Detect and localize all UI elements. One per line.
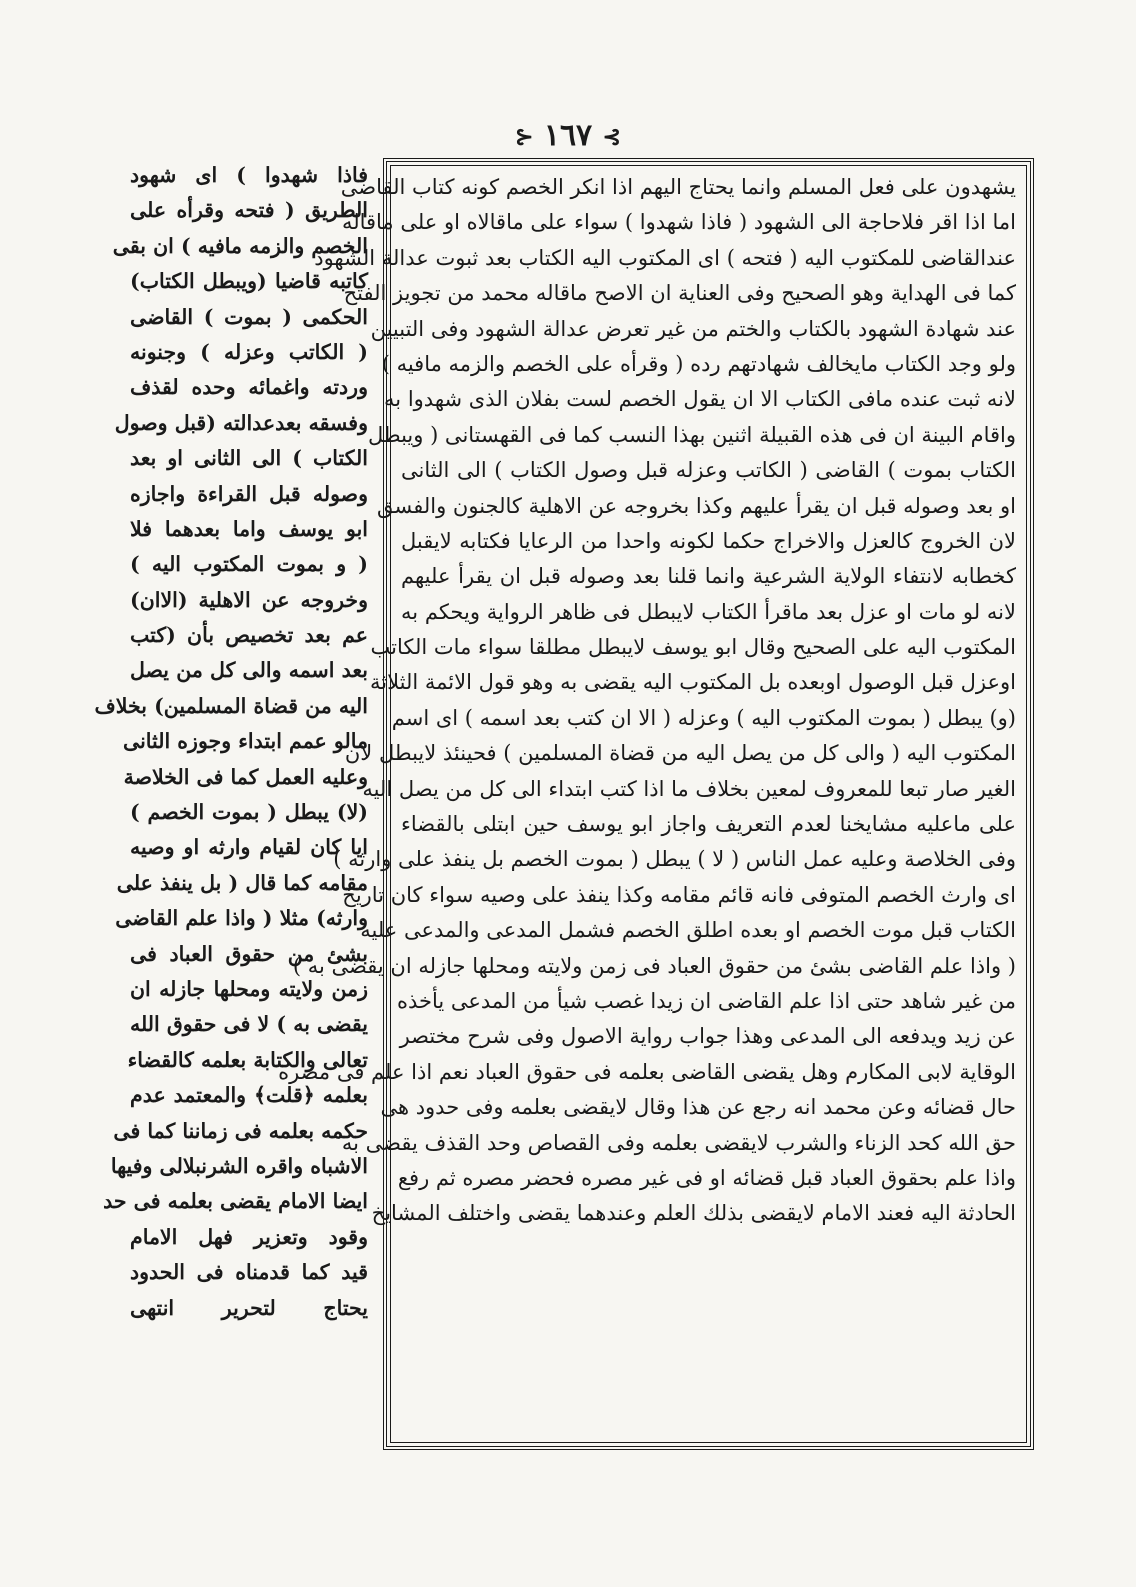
margin-line: الحكمى ( بموت ) القاضى bbox=[130, 304, 368, 329]
text-line: على ماعليه مشايخنا لعدم التعريف واجاز ابو يوسف حين ابتلى بالقضاء bbox=[401, 812, 1016, 837]
text-line: كخطابه لانتفاء الولاية الشرعية وانما قلنا بعد وصوله قبل ان يقرأ عليهم bbox=[401, 564, 1016, 589]
margin-line: وارثه) مثلا ( واذا علم القاضى bbox=[115, 906, 368, 931]
margin-line: وصوله قبل القراءة واجازه bbox=[130, 481, 368, 506]
text-line: عن زيد ويدفعه الى المدعى وهذا جواب رواية الاصول وفى شرح مختصر bbox=[399, 1024, 1016, 1049]
text-line: او بعد وصوله قبل ان يقرأ عليهم وكذا بخروجه عن الاهلية كالجنون والفسق bbox=[377, 493, 1016, 518]
margin-line: ابو يوسف واما بعدهما فلا bbox=[130, 516, 368, 541]
margin-line: وعليه العمل كما فى الخلاصة bbox=[123, 764, 368, 789]
margin-line: اليه من قضاة المسلمين) بخلاف bbox=[94, 693, 368, 718]
text-line: ( واذا علم القاضى بشئ من حقوق العباد فى زمن ولايته ومحلها جازله ان يقضى به ) bbox=[292, 953, 1016, 978]
margin-line: فاذا شهدوا ) اى شهود bbox=[130, 163, 368, 187]
text-line: من غير شاهد حتى اذا علم القاضى ان زيدا غصب شيأ من المدعى يأخذه bbox=[396, 988, 1016, 1013]
margin-line: تعالى والكتابة بعلمه كالقضاء bbox=[127, 1047, 368, 1072]
text-line: اى وارث الخصم المتوفى فانه قائم مقامه وكذا ينفذ على وصيه سواء كان تاريخ bbox=[342, 882, 1016, 907]
margin-line: وخروجه عن الاهلية (الاان) bbox=[130, 587, 368, 612]
text-line: وفى الخلاصة وعليه عمل الناس ( لا ) يبطل ( بموت الخصم بل ينفذ على وارثه ) bbox=[333, 847, 1016, 872]
margin-line: ( الكاتب وعزله ) وجنونه bbox=[130, 339, 368, 364]
margin-line: يحتاج لتحرير انتهى bbox=[130, 1295, 368, 1320]
text-line: كما فى الهداية وهو الصحيح وفى العناية ان الاصح ماقاله محمد من تجويز الفتح bbox=[343, 281, 1016, 306]
main-text-frame bbox=[278, 158, 1034, 1450]
text-line: لان الخروج كالعزل والاخراج حكما لكونه واحدا من الرعايا فكتابه لايقبل bbox=[401, 528, 1016, 553]
text-line: (و) يبطل ( بموت المكتوب اليه ) وعزله ( الا ان كتب بعد اسمه ) اى اسم bbox=[391, 705, 1016, 730]
text-line: الغير صار تبعا للمعروف لمعين بخلاف ما اذا كتب ابتداء الى كل من يصل اليه bbox=[362, 776, 1016, 801]
page-number: ١٦٧ bbox=[543, 118, 593, 153]
text-line: الحادثة اليه فعند الامام لايقضى بذلك العلم وعندهما يقضى واختلف المشايخ bbox=[371, 1201, 1016, 1226]
margin-line: وردته واغمائه وحده لقذف bbox=[130, 375, 368, 400]
text-line: يشهدون على فعل المسلم وانما يحتاج اليهم اذا انكر الخصم كونه كتاب القاضى bbox=[340, 175, 1016, 199]
text-line: عندالقاضى للمكتوب اليه ( فتحه ) اى المكتوب اليه الكتاب بعد ثبوت عدالة الشهود bbox=[314, 245, 1016, 270]
margin-line: وقود وتعزير فهل الامام bbox=[130, 1224, 368, 1249]
margin-line: يقضى به ) لا فى حقوق الله bbox=[130, 1012, 368, 1037]
margin-line: الكتاب ) الى الثانى او بعد bbox=[130, 446, 368, 471]
margin-line: الاشباه واقره الشرنبلالى وفيها bbox=[110, 1153, 368, 1178]
margin-line: بعد اسمه والى كل من يصل bbox=[130, 658, 368, 683]
margin-line: عم بعد تخصيص بأن (كتب bbox=[130, 623, 368, 648]
text-line: واذا علم بحقوق العباد قبل قضائه او فى غير مصره فحضر مصره ثم رفع bbox=[397, 1165, 1016, 1190]
text-line: حال قضائه وعن محمد انه رجع عن هذا وقال لايقضى بعلمه وفى حدود هى bbox=[380, 1095, 1016, 1120]
margin-line: بشئ من حقوق العباد فى bbox=[130, 941, 368, 966]
main-text-body bbox=[278, 165, 1027, 1443]
margin-line: ( و بموت المكتوب اليه ) bbox=[130, 552, 368, 577]
margin-commentary bbox=[94, 158, 368, 1450]
text-line: ولو وجد الكتاب مايخالف شهادتهم رده ( وقرأه على الخصم والزمه مافيه ) bbox=[381, 351, 1016, 376]
margin-line: حكمه بعلمه فى زماننا كما فى bbox=[113, 1118, 368, 1143]
text-line: حق الله كحد الزناء والشرب لايقضى بعلمه وفى القصاص وحد القذف يقضى به bbox=[341, 1130, 1016, 1155]
margin-line: وفسقه بعدعدالته (قبل وصول bbox=[114, 410, 368, 435]
margin-line: مالو عمم ابتداء وجوزه الثانى bbox=[123, 729, 368, 754]
text-line: لانه ثبت عنده مافى الكتاب الا ان يقول الخصم لست بفلان الذى شهدوا به bbox=[384, 387, 1016, 412]
text-line: الوقاية لابى المكارم وهل يقضى القاضى بعلمه فى حقوق العباد نعم اذا علم فى مصره bbox=[278, 1059, 1016, 1084]
margin-line: بعلمه ﴿قلت﴾ والمعتمد عدم bbox=[130, 1083, 368, 1108]
margin-line: كاتبه قاضيا (ويبطل الكتاب) bbox=[130, 269, 368, 294]
text-line: اوعزل قبل الوصول اوبعده بل المكتوب اليه يقضى به وهو قول الائمة الثلاثة bbox=[370, 670, 1016, 695]
text-line: الكتاب قبل موت الخصم او بعده اطلق الخصم فشمل المدعى والمدعى عليه bbox=[360, 918, 1016, 943]
text-line: اما اذا اقر فلاحاجة الى الشهود ( فاذا شهدوا ) سواء على ماقالاه او على ماقاله bbox=[341, 210, 1016, 235]
margin-line: الطريق ( فتحه وقرأه على bbox=[130, 198, 368, 223]
text-line: لانه لو مات او عزل بعد ماقرأ الكتاب لايبطل فى ظاهر الرواية ويحكم به bbox=[401, 599, 1016, 624]
margin-line: ايضا الامام يقضى بعلمه فى حد bbox=[103, 1189, 368, 1214]
text-line: المكتوب اليه على الصحيح وقال ابو يوسف لايبطل مطلقا سواء مات الكاتب bbox=[370, 635, 1016, 660]
ornament-right-icon: ⊰ bbox=[602, 124, 622, 150]
text-line: المكتوب اليه ( والى كل من يصل اليه من قضاة المسلمين ) فحينئذ لايبطل لان bbox=[344, 741, 1016, 766]
margin-line: مقامه كما قال ( بل ينفذ على bbox=[116, 870, 368, 895]
margin-line: قيد كما قدمناه فى الحدود bbox=[130, 1260, 368, 1285]
margin-line: زمن ولايته ومحلها جازله ان bbox=[130, 976, 368, 1001]
margin-line: ايا كان لقيام وارثه او وصيه bbox=[130, 835, 368, 860]
text-line: الكتاب بموت ) القاضى ( الكاتب وعزله قبل وصول الكتاب ) الى الثانى bbox=[401, 458, 1016, 483]
text-line: عند شهادة الشهود بالكتاب والختم من غير تعرض عدالة الشهود وفى التبيين bbox=[370, 316, 1016, 341]
margin-line: (لا) يبطل ( بموت الخصم ) bbox=[130, 800, 368, 825]
page-header bbox=[0, 118, 1136, 153]
margin-line: الخصم والزمه مافيه ) ان بقى bbox=[112, 233, 368, 258]
text-line: واقام البينة ان فى هذه القبيلة اثنين بهذا النسب كما فى القهستانى ( ويبطل bbox=[367, 422, 1016, 447]
ornament-left-icon: ⊱ bbox=[514, 124, 534, 150]
